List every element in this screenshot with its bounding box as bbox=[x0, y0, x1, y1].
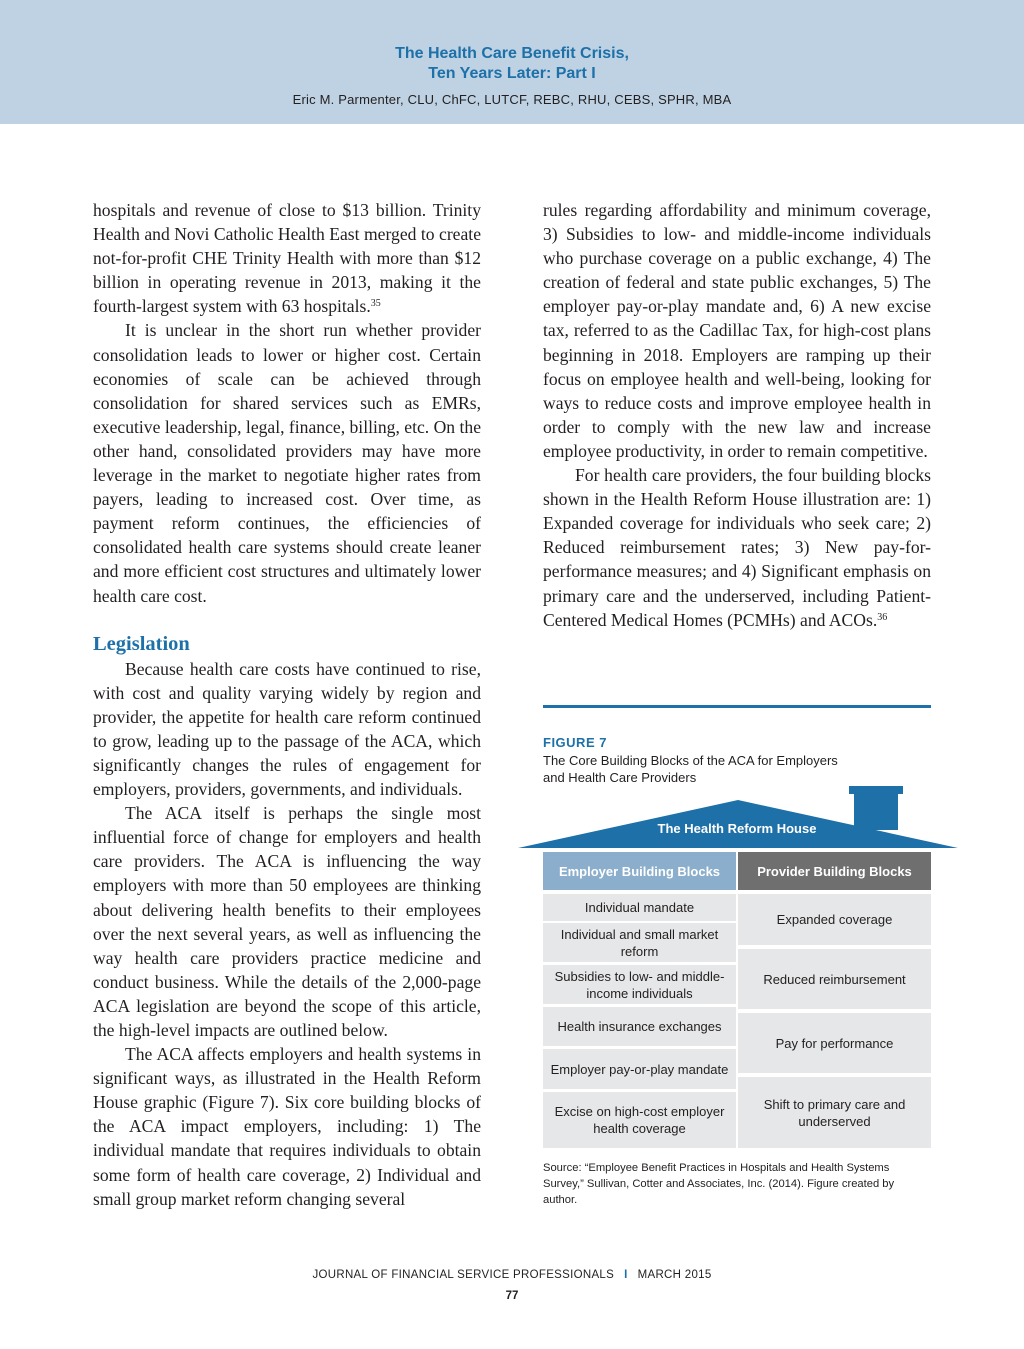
employer-block: Health insurance exchanges bbox=[543, 1007, 736, 1046]
figure-top-rule bbox=[543, 705, 931, 708]
employer-block: Employer pay-or-play mandate bbox=[543, 1049, 736, 1089]
employer-block: Individual and small market reform bbox=[543, 923, 736, 962]
header-band bbox=[0, 0, 1024, 124]
article-title bbox=[0, 44, 1024, 84]
article-title-line1: The Health Care Benefit Crisis, bbox=[395, 45, 629, 62]
figure-caption: The Core Building Blocks of the ACA for Employers and Health Care Providers bbox=[543, 753, 838, 785]
provider-block: Shift to primary care and underserved bbox=[738, 1077, 931, 1148]
house-chimney-cap bbox=[849, 786, 903, 794]
provider-block: Pay for performance bbox=[738, 1013, 931, 1073]
figure-label: FIGURE 7 bbox=[543, 735, 607, 750]
footnote-ref: 35 bbox=[370, 298, 381, 310]
figure-source: Source: “Employee Benefit Practices in Hospitals and Health Systems Survey,” Sullivan, Cotter and Associates, Inc. (2014). Figure created by author. bbox=[543, 1162, 895, 1206]
paragraph: It is unclear in the short run whether provider consolidation leads to lower or higher cost. Certain economies of scale can be achieved through consolidation for shared services such as EMRs, executive leadership, legal, finance, billing, etc. On the other hand, consolidated providers may have more leverage in the market to negotiate higher rates from payers, leading to increased cost. Over time, as payment reform continues, the efficiencies of consolidated health care systems should create leaner and more efficient cost structures and ultimately lower health care cost. bbox=[93, 320, 481, 606]
paragraph-text: hospitals and revenue of close to $13 billion. Trinity Health and Novi Catholic Health East merged to create not-for-profit CHE Trinity Health with more than $12 billion in operating revenue in 2013, making it the fourth-largest system with 63 hospitals. bbox=[93, 200, 481, 317]
page-number: 77 bbox=[505, 1290, 519, 1302]
paragraph-text: For health care providers, the four building blocks shown in the Health Reform House illustration are: 1) Expanded coverage for individuals who seek care; 2) Reduced reimbursement rates; 3) New pay-for-performance measures; and 4) Significant emphasis on primary care and the underserved, including Patient-Centered Medical Homes (PCMHs) and ACOs. bbox=[543, 465, 931, 630]
left-column bbox=[93, 198, 481, 1211]
article-title-line2: Ten Years Later: Part I bbox=[428, 65, 596, 82]
paragraph: The ACA affects employers and health systems in significant ways, as illustrated in the Health Reform House graphic (Figure 7). Six core building blocks of the ACA impact employers, including: 1) The individual mandate that requires individuals to obtain some form of health care coverage, 2) Individual and small group market reform changing several bbox=[93, 1044, 481, 1209]
footnote-ref: 36 bbox=[877, 611, 888, 623]
employer-blocks-header: Employer Building Blocks bbox=[543, 852, 736, 890]
right-column bbox=[543, 198, 931, 632]
employer-block: Individual mandate bbox=[543, 894, 736, 921]
journal-name: JOURNAL OF FINANCIAL SERVICE PROFESSIONALS bbox=[312, 1269, 615, 1281]
paragraph bbox=[543, 463, 931, 632]
section-heading: Legislation bbox=[93, 632, 190, 655]
footer-journal bbox=[0, 1269, 1024, 1281]
house-title: The Health Reform House bbox=[657, 821, 817, 836]
footer-separator: I bbox=[624, 1269, 628, 1281]
house-roof bbox=[518, 786, 958, 850]
employer-block: Subsidies to low- and middle-income individuals bbox=[543, 965, 736, 1004]
paragraph: rules regarding affordability and minimum coverage, 3) Subsidies to low- and middle-income individuals who purchase coverage on a public exchange, 4) The creation of federal and state public exchanges, 5) The employer pay-or-play mandate and, 6) A new excise tax, referred to as the Cadillac Tax, for high-cost plans beginning in 2018. Employers are ramping up their focus on employee health and well-being, looking for ways to reduce costs and improve employee health in order to comply with the new law and increase employee productivity, in order to remain competitive. bbox=[543, 200, 931, 461]
paragraph: Because health care costs have continued to rise, with cost and quality varying widely by region and provider, the appetite for health care reform continued to grow, leading up to the passage of the ACA, which significantly changes the rules of engagement for employers, providers, governments, and individuals. bbox=[93, 658, 481, 800]
issue-date: MARCH 2015 bbox=[637, 1269, 712, 1281]
provider-block: Expanded coverage bbox=[738, 894, 931, 945]
provider-block: Reduced reimbursement bbox=[738, 949, 931, 1009]
employer-block: Excise on high-cost employer health coverage bbox=[543, 1092, 736, 1148]
author-line: Eric M. Parmenter, CLU, ChFC, LUTCF, REBC, RHU, CEBS, SPHR, MBA bbox=[292, 92, 732, 107]
paragraph: The ACA itself is perhaps the single most influential force of change for employers and health care providers. The ACA is influencing the way employers with more than 50 employees are thinking about delivering health benefits to their employees over the next several years, as well as influencing the way health care providers practice medicine and conduct business. While the details of the 2,000-page ACA legislation are beyond the scope of this article, the high-level impacts are outlined below. bbox=[93, 803, 481, 1040]
paragraph bbox=[93, 198, 481, 318]
provider-blocks-header: Provider Building Blocks bbox=[738, 852, 931, 890]
